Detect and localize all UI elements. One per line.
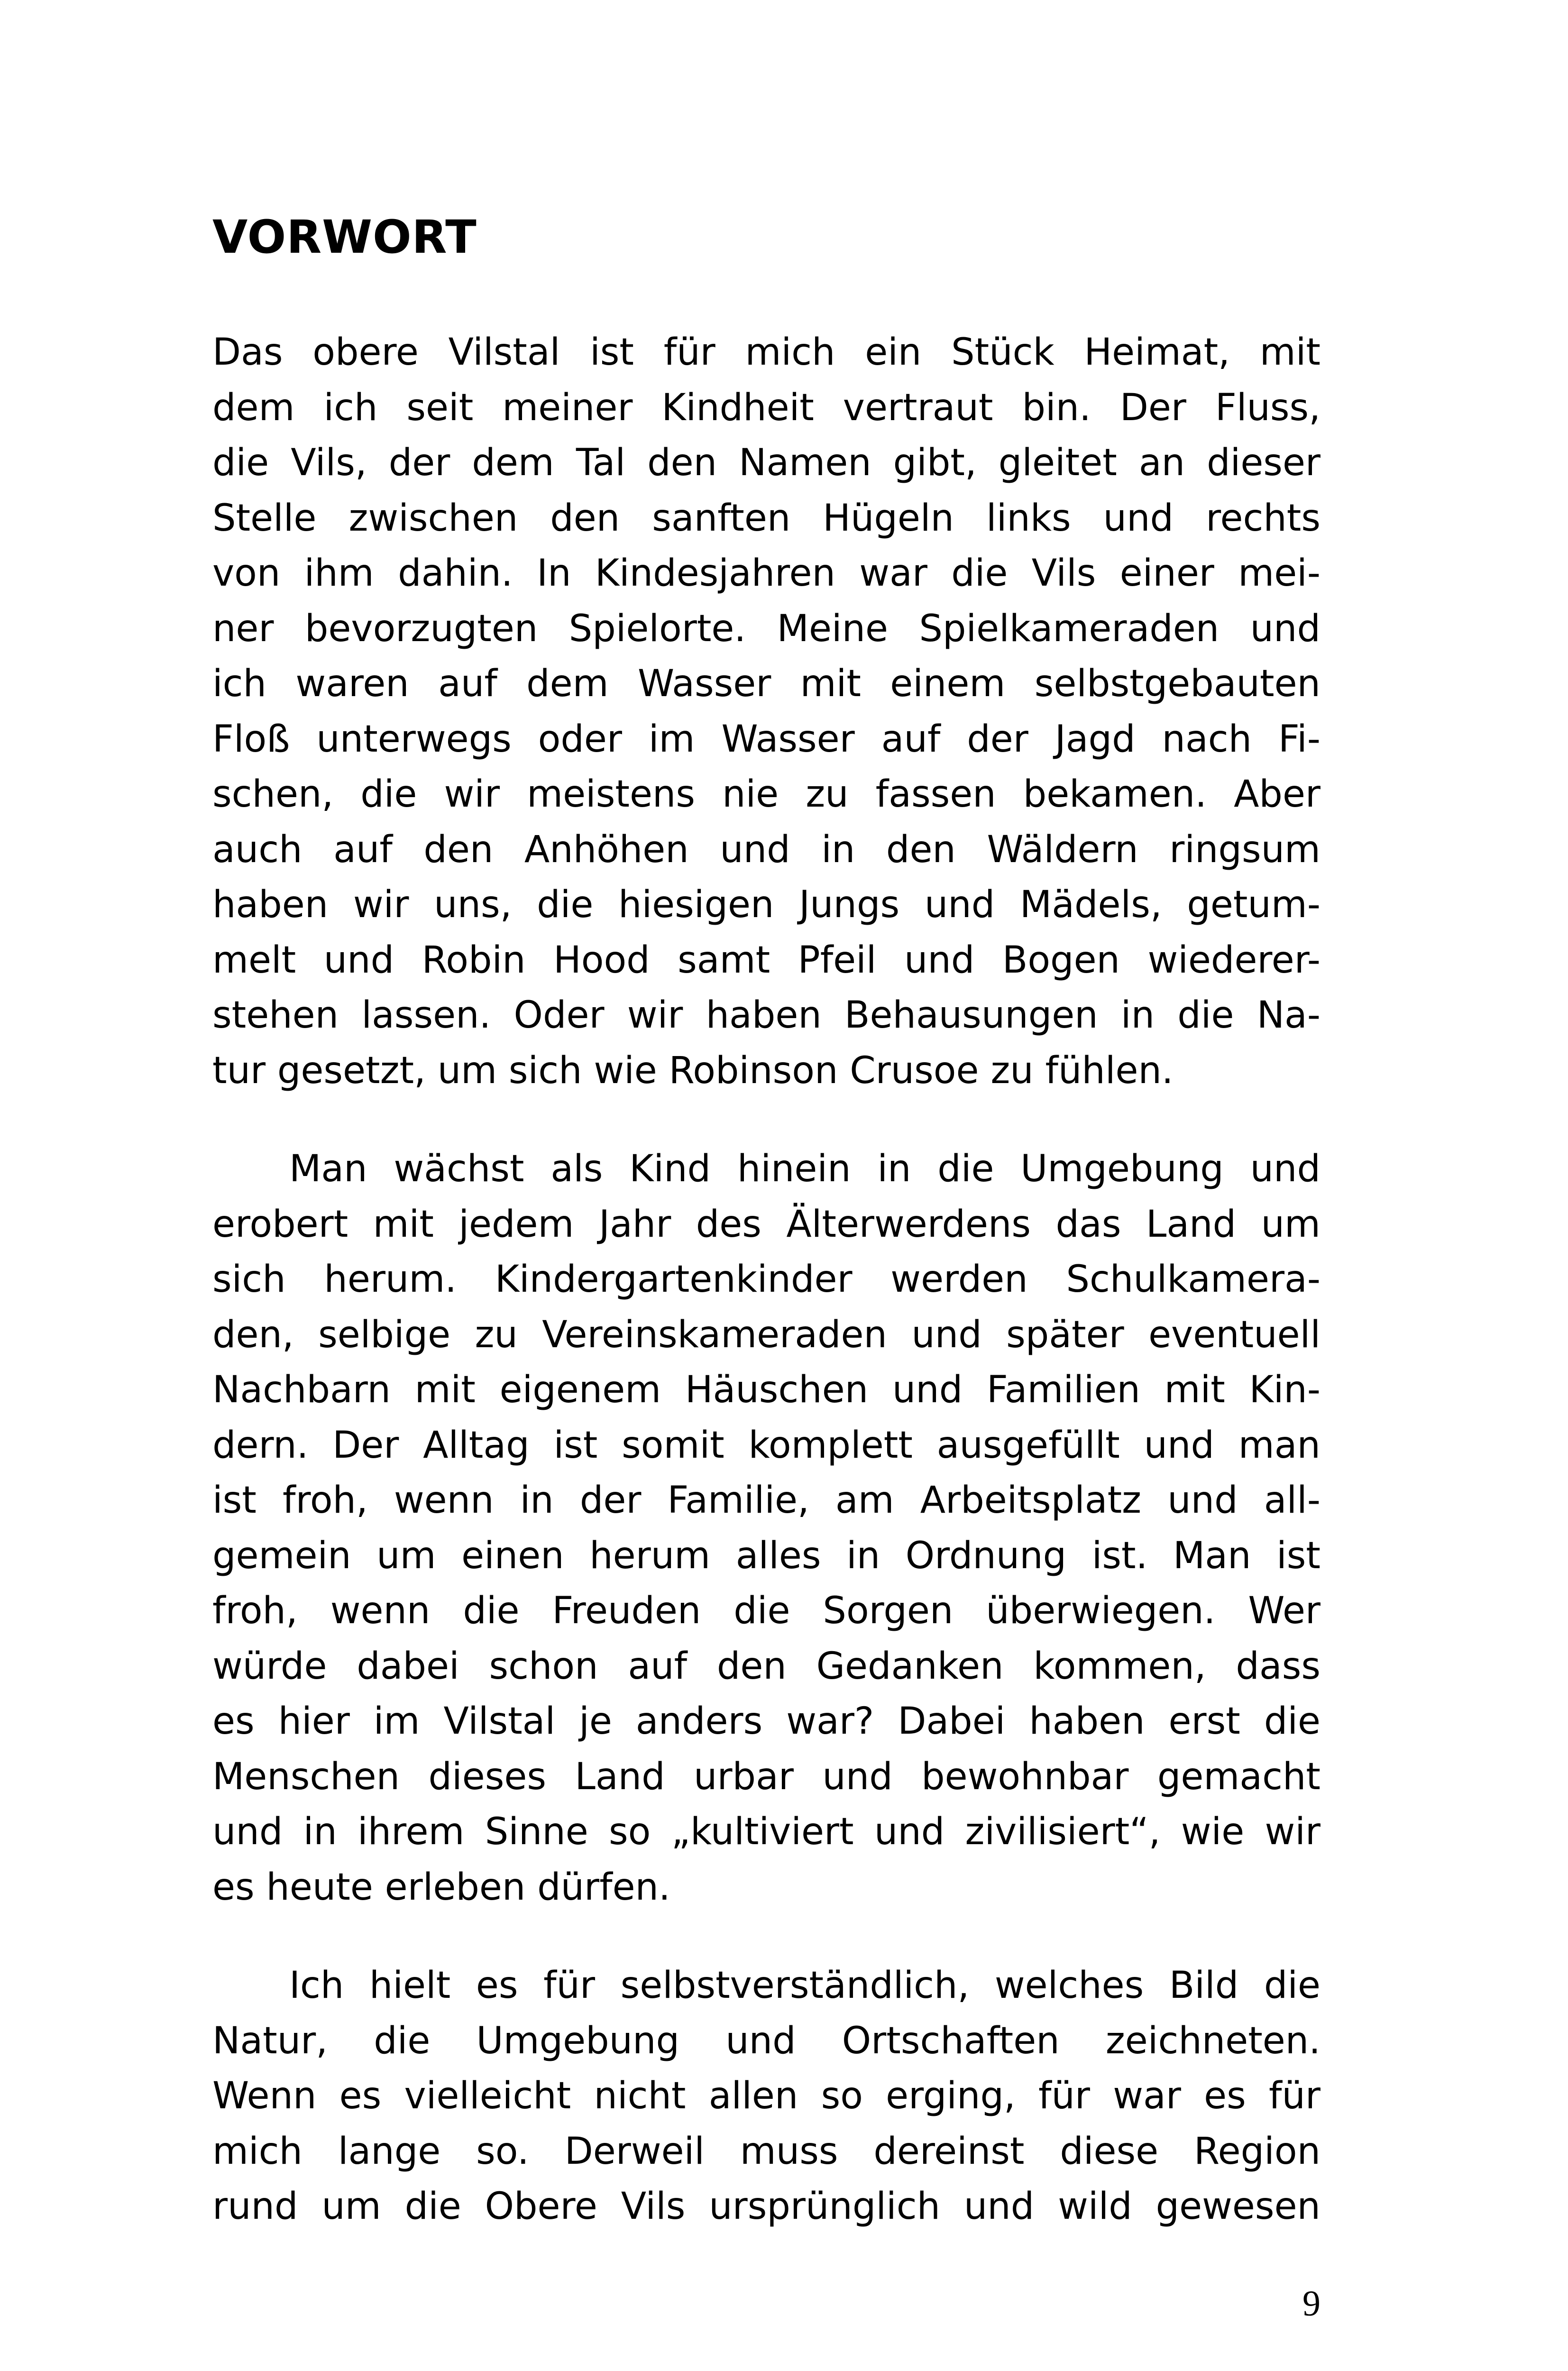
text-line: es heute erleben dürfen. [212,1866,670,1909]
paragraph-gap [212,1098,1320,1141]
paragraph-2 [212,1141,1320,1915]
text-line: die Vils, der dem Tal den Namen gibt, gleitet an dieser [212,441,1320,484]
text-line: gemein um einen herum alles in Ordnung ist. Man ist [212,1534,1320,1577]
paragraph-3 [212,1958,1320,2234]
text-line: ist froh, wenn in der Familie, am Arbeitsplatz und all- [212,1479,1320,1522]
page-number: 9 [1302,2284,1320,2324]
text-line: Wenn es vielleicht nicht allen so erging, für war es für [212,2075,1320,2117]
text-line: Floß unterwegs oder im Wasser auf der Jagd nach Fi- [212,717,1320,761]
text-line: haben wir uns, die hiesigen Jungs und Mädels, getum- [212,883,1320,926]
text-line: Das obere Vilstal ist für mich ein Stück Heimat, mit [212,331,1320,374]
chapter-heading: VORWORT [212,211,477,264]
text-line: Natur, die Umgebung und Ortschaften zeichneten. [212,2019,1320,2062]
text-line: froh, wenn die Freuden die Sorgen überwiegen. Wer [212,1590,1320,1632]
body-text [212,325,1320,2234]
text-line: erobert mit jedem Jahr des Älterwerdens das Land um [212,1203,1320,1246]
text-line: schen, die wir meistens nie zu fassen bekamen. Aber [212,773,1320,816]
text-line: den, selbige zu Vereinskameraden und später eventuell [212,1313,1320,1356]
text-line: rund um die Obere Vils ursprünglich und wild gewesen [212,2185,1320,2228]
paragraph-1 [212,325,1320,1098]
text-line: und in ihrem Sinne so „kultiviert und zivilisiert“, wie wir [212,1810,1320,1853]
text-line: dern. Der Alltag ist somit komplett ausgefüllt und man [212,1424,1320,1467]
text-line: ich waren auf dem Wasser mit einem selbstgebauten [212,662,1320,705]
text-line: von ihm dahin. In Kindesjahren war die Vils einer mei- [212,552,1320,595]
text-line: Menschen dieses Land urbar und bewohnbar gemacht [212,1755,1320,1798]
text-line: tur gesetzt, um sich wie Robinson Crusoe zu fühlen. [212,1049,1174,1092]
text-line: dem ich seit meiner Kindheit vertraut bin. Der Fluss, [212,386,1320,429]
text-line: ner bevorzugten Spielorte. Meine Spielkameraden und [212,607,1320,650]
text-line: auch auf den Anhöhen und in den Wäldern ringsum [212,828,1320,871]
text-line: Nachbarn mit eigenem Häuschen und Familien mit Kin- [212,1369,1320,1411]
text-line: Man wächst als Kind hinein in die Umgebung und [289,1148,1320,1190]
paragraph-gap [212,1915,1320,1958]
text-line: melt und Robin Hood samt Pfeil und Bogen wiederer- [212,938,1320,982]
text-line: sich herum. Kindergartenkinder werden Schulkamera- [212,1258,1320,1301]
text-line: Ich hielt es für selbstverständlich, welches Bild die [289,1964,1320,2007]
text-line: mich lange so. Derweil muss dereinst diese Region [212,2130,1320,2173]
text-line: würde dabei schon auf den Gedanken kommen, dass [212,1645,1320,1688]
text-line: stehen lassen. Oder wir haben Behausungen in die Na- [212,994,1320,1037]
text-line: Stelle zwischen den sanften Hügeln links und rechts [212,496,1320,540]
text-line: es hier im Vilstal je anders war? Dabei haben erst die [212,1700,1320,1743]
